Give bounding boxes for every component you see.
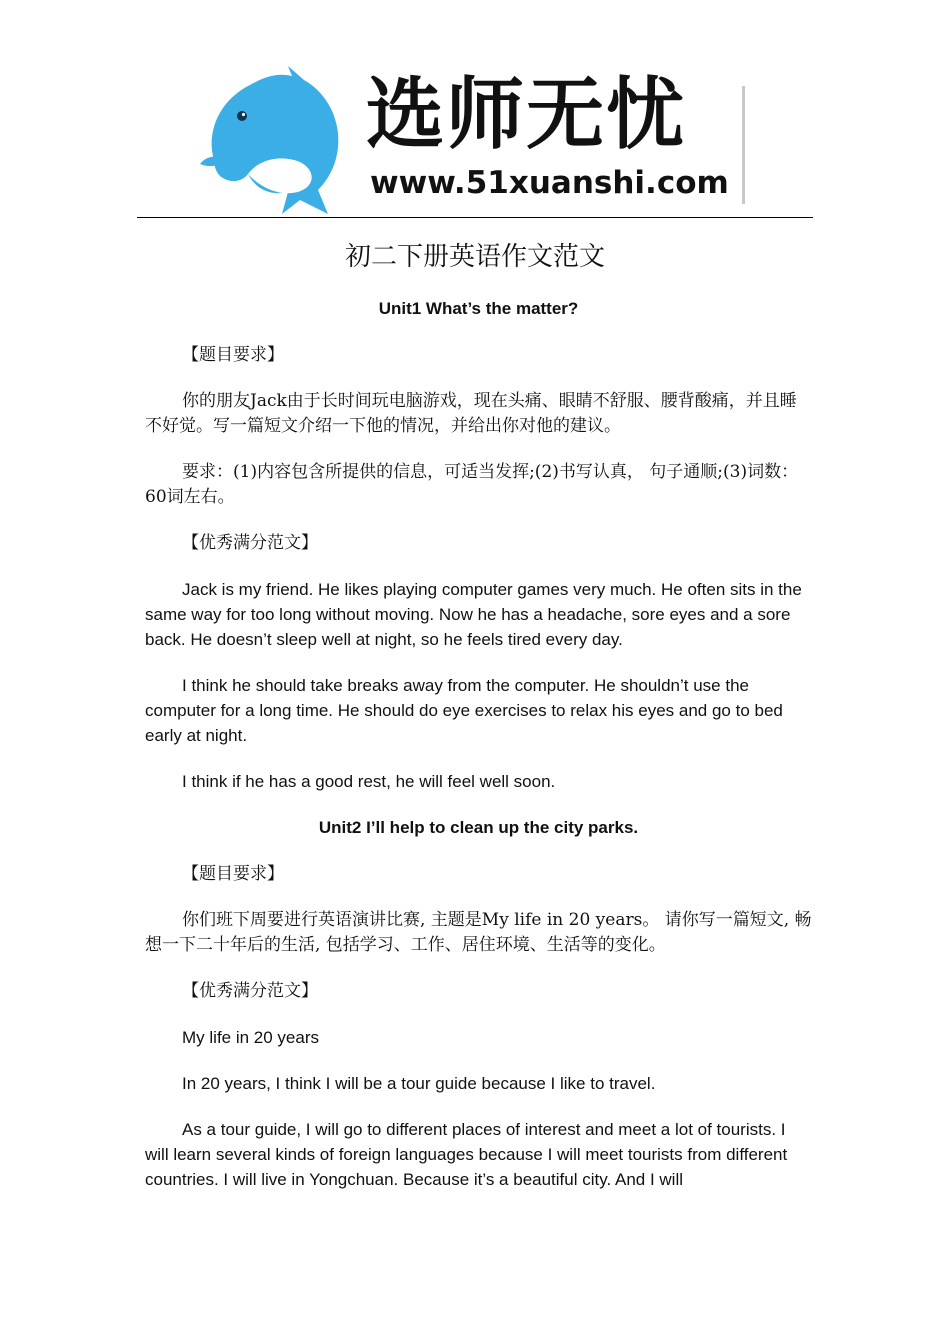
header-rule: [137, 217, 813, 218]
unit1-sample-label: 【优秀满分范文】: [182, 533, 318, 553]
unit1-paragraph-2: I think he should take breaks away from the computer. He shouldn’t use the computer for a long time. He should do eye exercises to relax his eyes and go to bed early at night.: [145, 676, 783, 745]
unit1-heading: Unit1 What’s the matter?: [378, 299, 579, 318]
dolphin-logo-icon: [196, 64, 346, 220]
unit1-paragraph-3: I think if he has a good rest, he will feel well soon.: [182, 772, 556, 791]
unit2-task-label: 【题目要求】: [182, 864, 284, 884]
unit2-sample-label: 【优秀满分范文】: [182, 981, 318, 1001]
unit2-essay-title: My life in 20 years: [182, 1028, 319, 1047]
document-body: [145, 296, 812, 1213]
unit2-heading: Unit2 I’ll help to clean up the city parks.: [318, 818, 639, 837]
unit2-paragraph-2: As a tour guide, I will go to different places of interest and meet a lot of tourists. I will learn several kinds of foreign languages because I will meet tourists from different countries. I will live in Yongchuan. Because it’s a beautiful city. And I will: [145, 1120, 788, 1189]
unit1-task-label: 【题目要求】: [182, 345, 284, 365]
unit1-requirements: 要求：(1)内容包含所提供的信息，可适当发挥;(2)书写认真， 句子通顺;(3)词数：60词左右。: [145, 462, 799, 507]
brand-url: www.51xuanshi.com: [370, 165, 729, 201]
unit2-paragraph-1: In 20 years, I think I will be a tour guide because I like to travel.: [182, 1074, 656, 1093]
unit1-paragraph-1: Jack is my friend. He likes playing computer games very much. He often sits in the same way for too long without moving. Now he has a headache, sore eyes and a sore back. He doesn’t sleep well at night, so he feels tired every day.: [145, 580, 802, 649]
brand-name: 选师无忧: [366, 70, 687, 160]
page-title: 初二下册英语作文范文: [344, 242, 605, 272]
unit1-task-text: 你的朋友Jack由于长时间玩电脑游戏，现在头痛、眼睛不舒服、腰背酸痛，并且睡不好觉。写一篇短文介绍一下他的情况，并给出你对他的建议。: [145, 391, 797, 436]
logo-divider: [742, 86, 745, 204]
site-logo: [196, 64, 756, 220]
unit2-task-text: 你们班下周要进行英语演讲比赛, 主题是My life in 20 years。 请你写一篇短文, 畅想一下二十年后的生活, 包括学习、工作、居住环境、生活等的变化。: [145, 910, 812, 955]
